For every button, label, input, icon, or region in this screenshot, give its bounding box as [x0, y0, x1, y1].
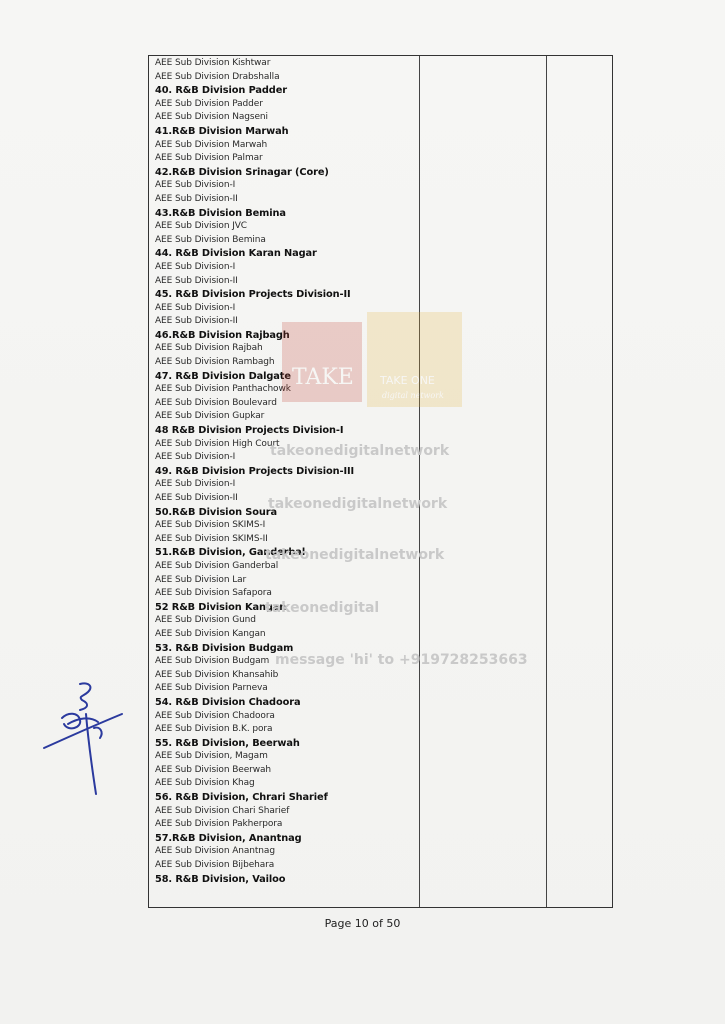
signature-mark [38, 678, 128, 798]
watermark-logo-text-2: TAKE ONE [380, 374, 435, 387]
division-heading: 44. R&B Division Karan Nagar [155, 248, 317, 260]
sub-division-item: AEE Sub Division Kishtwar [155, 58, 271, 68]
sub-division-item: AEE Sub Division Padder [155, 98, 263, 109]
division-heading: 45. R&B Division Projects Division-II [155, 289, 351, 301]
sub-division-item: AEE Sub Division-I [155, 452, 236, 463]
watermark-logo-text: TAKE [292, 365, 354, 390]
division-heading: 41.R&B Division Marwah [155, 125, 289, 137]
sub-division-item: AEE Sub Division Kangan [155, 628, 266, 639]
division-heading: 53. R&B Division Budgam [155, 642, 294, 654]
sub-division-item: AEE Sub Division-II [155, 316, 238, 327]
sub-division-item: AEE Sub Division-II [155, 193, 238, 204]
sub-division-item: AEE Sub Division Ganderbal [155, 560, 279, 571]
division-heading: 42.R&B Division Srinagar (Core) [155, 166, 329, 178]
sub-division-item: AEE Sub Division Gund [155, 615, 256, 626]
sub-division-item: AEE Sub Division-II [155, 493, 238, 503]
sub-division-item: AEE Sub Division B.K. pora [155, 724, 273, 735]
watermark-red-block [282, 322, 362, 402]
sub-division-item: AEE Sub Division Anantnag [155, 846, 275, 857]
sub-division-item: AEE Sub Division Rambagh [155, 357, 275, 368]
sub-division-item: AEE Sub Division, Magam [155, 751, 268, 762]
division-heading: 58. R&B Division, Vailoo [155, 873, 286, 885]
sub-division-item: AEE Sub Division-I [155, 180, 236, 191]
sub-division-item: AEE Sub Division Parneva [155, 683, 268, 694]
division-heading: 50.R&B Division Soura [155, 506, 277, 518]
watermark-text: message 'hi' to +919728253663 [275, 652, 528, 668]
sub-division-item: AEE Sub Division Bemina [155, 234, 266, 245]
division-heading: 56. R&B Division, Chrari Sharief [155, 792, 328, 804]
sub-division-item: AEE Sub Division Panthachowk [155, 384, 291, 395]
sub-division-item: AEE Sub Division-I [155, 261, 236, 272]
watermark-logo-sub: digital network [382, 391, 444, 400]
sub-division-item: AEE Sub Division Marwah [155, 139, 268, 150]
division-heading: 46.R&B Division Rajbagh [155, 329, 290, 341]
sub-division-item: AEE Sub Division Budgam [155, 656, 270, 667]
division-heading: 40. R&B Division Padder [155, 85, 288, 97]
watermark-text: takeonedigitalnetwork [268, 496, 448, 512]
sub-division-item: AEE Sub Division Chadoora [155, 710, 275, 721]
sub-division-item: AEE Sub Division-II [155, 275, 238, 286]
sub-division-item: AEE Sub Division Drabshalla [155, 71, 280, 82]
sub-division-item: AEE Sub Division Khag [155, 778, 255, 789]
sub-division-item: AEE Sub Division Nagseni [155, 112, 268, 123]
watermark-logo [232, 312, 467, 407]
division-heading: 43.R&B Division Bemina [155, 207, 286, 219]
watermark-text: takeonedigitalnetwork [265, 547, 445, 563]
sub-division-item: AEE Sub Division SKIMS-I [155, 520, 266, 531]
sub-division-item: AEE Sub Division-I [155, 302, 236, 313]
page-number: Page 10 of 50 [324, 917, 401, 930]
sub-division-item: AEE Sub Division Safapora [155, 588, 272, 599]
sub-division-item: AEE Sub Division Chari Sharief [155, 805, 290, 816]
sub-division-item: AEE Sub Division JVC [155, 221, 247, 232]
division-heading: 55. R&B Division, Beerwah [155, 737, 300, 749]
sub-division-item: AEE Sub Division Boulevard [155, 397, 277, 408]
watermark-text: takeonedigital [265, 600, 380, 616]
column-divider [546, 56, 547, 907]
sub-division-item: AEE Sub Division Khansahib [155, 669, 279, 680]
division-heading: 54. R&B Division Chadoora [155, 696, 301, 708]
sub-division-item: AEE Sub Division Palmar [155, 153, 263, 164]
watermark-text: takeonedigitalnetwork [270, 443, 450, 459]
division-heading: 49. R&B Division Projects Division-III [155, 465, 355, 477]
sub-division-item: AEE Sub Division Beerwah [155, 764, 272, 775]
sub-division-item: AEE Sub Division SKIMS-II [155, 533, 268, 544]
division-heading: 48 R&B Division Projects Division-I [155, 425, 344, 437]
sub-division-item: AEE Sub Division Bijbehara [155, 860, 275, 871]
division-heading: 47. R&B Division Dalgate [155, 370, 291, 382]
division-heading: 52 R&B Division Kangan [155, 601, 287, 613]
sub-division-item: AEE Sub Division High Court [155, 438, 280, 449]
sub-division-item: AEE Sub Division Rajbah [155, 343, 263, 354]
sub-division-item: AEE Sub Division-I [155, 479, 236, 490]
sub-division-item: AEE Sub Division Lar [155, 574, 247, 585]
sub-division-item: AEE Sub Division Gupkar [155, 411, 265, 422]
division-heading: 51.R&B Division, Ganderbal [155, 547, 306, 559]
division-list [155, 57, 420, 886]
division-heading: 57.R&B Division, Anantnag [155, 832, 302, 844]
sub-division-item: AEE Sub Division Pakherpora [155, 819, 283, 830]
